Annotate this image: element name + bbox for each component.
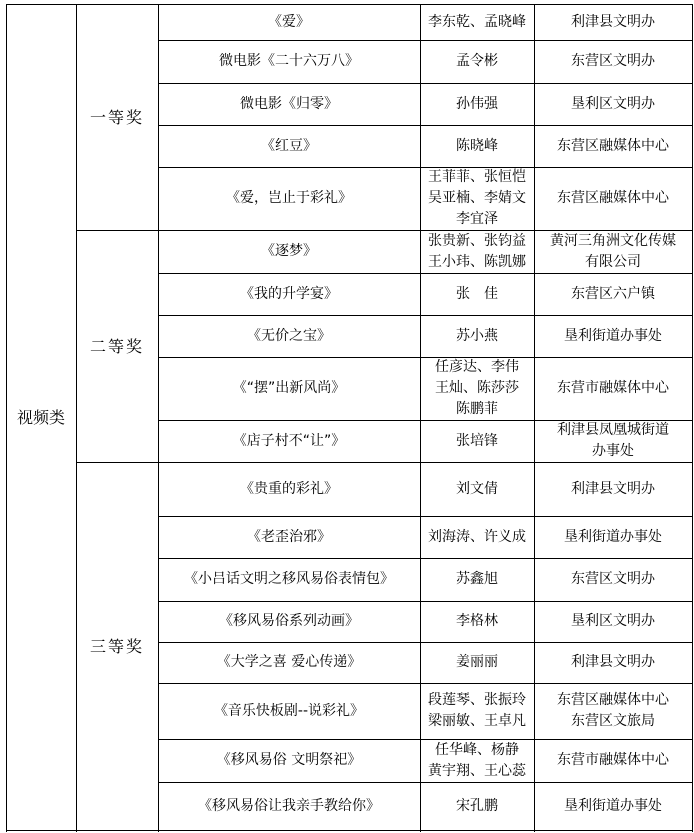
entry-authors-line: 姜丽丽 [456,654,498,670]
entry-authors [420,357,534,420]
entry-authors-line: 李宜泽 [456,211,498,227]
award-level-line: 一等奖 [89,107,144,127]
entry-title [158,420,420,462]
entry-authors [420,167,534,230]
entry-title-line: 《爱》 [268,13,310,30]
entry-authors-line: 梁丽敏、王卓凡 [428,713,526,729]
entry-org [534,40,692,83]
entry-title [158,357,420,420]
entry-authors [420,420,534,462]
entry-authors [420,739,534,782]
entry-org [534,315,692,357]
entry-org [534,357,692,420]
entry-org [534,273,692,315]
category-cell-line: 视频类 [16,407,65,427]
table-border [692,4,693,832]
table-border [6,4,693,5]
entry-org [534,420,692,462]
entry-authors [420,40,534,83]
entry-org-line: 有限公司 [585,253,641,270]
entry-authors-line: 李格林 [456,613,498,629]
entry-org-line: 东营区文明办 [571,571,655,587]
entry-org-line: 东营区融媒体中心 [557,692,669,708]
entry-org-line: 东营区六户镇 [571,285,655,302]
entry-title [158,40,420,83]
entry-authors-line: 任华峰、杨静 [435,741,519,758]
entry-org [534,516,692,558]
entry-authors-line: 张 佳 [456,285,498,302]
entry-title-line: 《店子村不“让”》 [232,432,346,449]
entry-authors-line: 王小玮、陈凯娜 [428,253,526,270]
entry-title [158,642,420,683]
entry-org-line: 东营市融媒体中心 [557,380,669,396]
table-border [6,830,693,831]
entry-authors-line: 黄宇翔、王心蕊 [428,762,526,779]
award-level [76,230,158,462]
entry-org [534,83,692,125]
entry-authors [420,558,534,601]
entry-authors-line: 宋孔鹏 [456,797,498,814]
entry-title-line: 《移风易俗让我亲手教给你》 [198,797,380,814]
entry-authors-line: 刘文倩 [456,480,498,497]
entry-org [534,739,692,782]
entry-org [534,230,692,273]
entry-authors-line: 苏小燕 [456,327,498,344]
award-level-line: 二等奖 [89,336,144,356]
entry-authors [420,125,534,167]
entry-org-line: 垦利街道办事处 [564,797,662,814]
entry-title-line: 《音乐快板剧--说彩礼》 [213,702,365,719]
entry-authors-line: 孙伟强 [456,95,498,112]
entry-authors-line: 吴亚楠、李婧文 [428,190,526,206]
entry-authors-line: 段莲琴、张振玲 [428,692,526,708]
entry-title [158,315,420,357]
entry-org [534,167,692,230]
entry-authors-line: 任彦达、李伟 [435,359,519,375]
entry-title [158,230,420,273]
entry-authors [420,315,534,357]
entry-title-line: 《贵重的彩礼》 [240,480,338,497]
entry-title-line: 《老歪治邪》 [247,528,331,545]
entry-title-line: 《逐梦》 [261,243,317,259]
entry-title-line: 《大学之喜 爱心传递》 [216,654,362,670]
entry-authors [420,83,534,125]
entry-title [158,125,420,167]
entry-org [534,558,692,601]
entry-org-line: 东营市融媒体中心 [557,752,669,768]
entry-org-line: 东营区融媒体中心 [557,137,669,154]
entry-title [158,601,420,642]
entry-authors [420,642,534,683]
entry-org [534,642,692,683]
entry-org-line: 东营区融媒体中心 [557,190,669,206]
entry-authors-line: 苏鑫旭 [456,571,498,587]
entry-org-line: 利津县文明办 [571,654,655,670]
entry-org-line: 黄河三角洲文化传媒 [550,232,676,249]
entry-org-line: 垦利街道办事处 [564,528,662,545]
entry-org-line: 利津县文明办 [571,480,655,497]
entry-org-line: 垦利街道办事处 [564,327,662,344]
entry-title-line: 《移风易俗 文明祭祀》 [216,752,362,768]
entry-title [158,462,420,516]
entry-authors-line: 陈鹏菲 [456,401,498,417]
entry-title-line: 《小吕话文明之移风易俗表情包》 [184,571,394,587]
entry-org-line: 东营区文明办 [571,53,655,69]
award-level [76,462,158,830]
award-level [76,4,158,230]
entry-title-line: 微电影《归零》 [240,95,338,112]
entry-authors-line: 刘海涛、许义成 [428,528,526,545]
entry-authors [420,462,534,516]
entry-org-line: 垦利区文明办 [571,613,655,629]
entry-authors [420,230,534,273]
entry-title [158,4,420,40]
entry-authors-line: 孟令彬 [456,53,498,69]
entry-title [158,558,420,601]
entry-title-line: 《爱，岂止于彩礼》 [226,190,352,206]
entry-org-line: 东营区文旅局 [571,713,655,729]
entry-org-line: 办事处 [592,443,634,459]
entry-authors [420,273,534,315]
entry-title-line: 《无价之宝》 [247,327,331,344]
entry-org-line: 利津县凤凰城街道 [557,422,669,438]
entry-title [158,516,420,558]
entry-title-line: 《红豆》 [261,137,317,154]
entry-authors [420,4,534,40]
entry-title [158,273,420,315]
entry-authors-line: 陈晓峰 [456,137,498,154]
entry-authors [420,782,534,830]
entry-org [534,4,692,40]
entry-authors-line: 张培锋 [456,432,498,449]
entry-authors-line: 王菲菲、张恒恺 [428,169,526,185]
entry-title-line: 微电影《二十六万八》 [219,53,359,69]
entry-org-line: 利津县文明办 [571,13,655,30]
entry-title [158,83,420,125]
entry-org [534,462,692,516]
entry-authors [420,683,534,739]
entry-org [534,125,692,167]
entry-org [534,683,692,739]
entry-title [158,167,420,230]
award-level-line: 三等奖 [89,636,144,656]
entry-title-line: 《我的升学宴》 [240,285,338,302]
entry-title-line: 《“摆”出新风尚》 [232,380,346,396]
entry-authors [420,601,534,642]
entry-title-line: 《移风易俗系列动画》 [219,613,359,629]
category-cell [6,4,76,830]
entry-authors-line: 王灿、陈莎莎 [435,380,519,396]
entry-org-line: 垦利区文明办 [571,95,655,112]
entry-title [158,739,420,782]
entry-authors-line: 张贵新、张钧益 [428,232,526,249]
entry-org [534,601,692,642]
entry-title [158,782,420,830]
entry-title [158,683,420,739]
entry-authors-line: 李东乾、孟晓峰 [428,13,526,30]
entry-org [534,782,692,830]
entry-authors [420,516,534,558]
